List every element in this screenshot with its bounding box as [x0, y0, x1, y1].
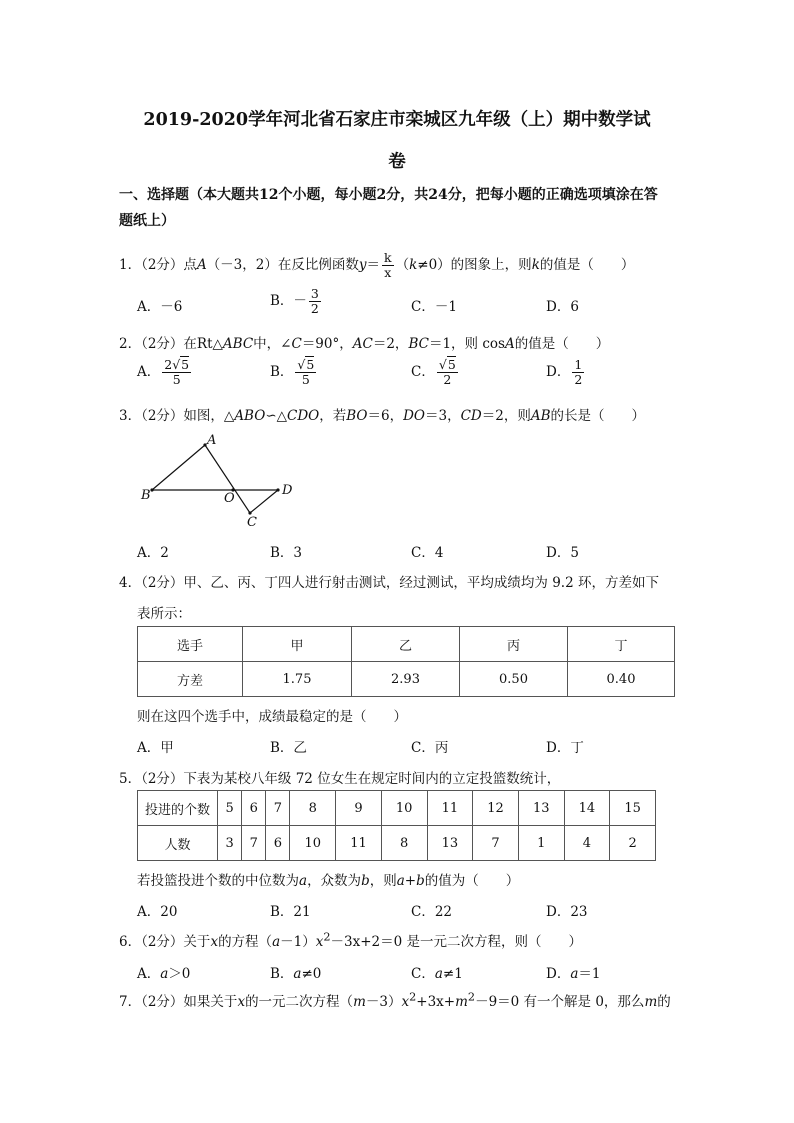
q6-option-a: A．a＞0 [137, 966, 191, 982]
table-row [138, 662, 675, 697]
variance-table [137, 626, 675, 697]
q3-option-a: A．2 [137, 545, 169, 561]
table-cell: 0.40 [568, 662, 675, 697]
section-heading [119, 182, 679, 234]
table-cell: 7 [266, 791, 290, 826]
page-title-line-2: 卷 [388, 152, 406, 172]
table-cell: 12 [473, 791, 519, 826]
section-heading-line-1: 一、选择题（本大题共12个小题，每小题2分，共24分，把每小题的正确选项填涂在答 [119, 187, 658, 203]
table-cell: 人数 [138, 826, 218, 861]
table-cell: 5 [218, 791, 242, 826]
q5-option-a: A．20 [137, 904, 178, 920]
table-cell: 3 [218, 826, 242, 861]
q4-option-c: C．丙 [411, 740, 449, 756]
table-cell: 1.75 [243, 662, 352, 697]
label-b: B [141, 488, 151, 503]
q3-option-b: B．3 [270, 545, 303, 561]
triangle-figure [135, 428, 305, 533]
table-cell: 8 [290, 791, 336, 826]
segment-cd [250, 490, 278, 513]
question-2: 2．（2分）在Rt△ABC中，∠C＝90°，AC＝2，BC＝1，则 cosA的值是（ ） [119, 336, 610, 352]
label-a: A [207, 433, 217, 448]
label-o: O [224, 491, 235, 506]
table-cell: 乙 [352, 627, 460, 662]
table-cell: 11 [427, 791, 473, 826]
table-cell: 投进的个数 [138, 791, 218, 826]
table-cell: 1 [518, 826, 564, 861]
fraction: $\frac{k}{x}$ [384, 250, 392, 280]
question-4-line-2: 表所示： [137, 606, 191, 622]
q3-option-d: D．5 [546, 545, 579, 561]
q2-option-d: D． $\frac{1}{2}$ [546, 357, 583, 387]
question-7: 7．（2分）如果关于x的一元二次方程$(m-3)x^2+3x+m^2-9=0$ 有一个解是 0，那么m的 [119, 990, 671, 1010]
table-cell: 7 [473, 826, 519, 861]
q1-option-c: C．－1 [411, 299, 457, 315]
question-4-line-1: 4．（2分）甲、乙、丙、丁四人进行射击测试，经过测试，平均成绩均为 9.2 环，方差如下 [119, 575, 659, 591]
table-cell: 14 [564, 791, 610, 826]
q1-option-b: B．－ $\frac{3}{2}$ [270, 286, 319, 316]
q4-option-b: B．乙 [270, 740, 307, 756]
table-cell: 6 [266, 826, 290, 861]
question-5-line-1: 5．（2分）下表为某校八年级 72 位女生在规定时间内的立定投篮数统计， [119, 771, 561, 787]
table-cell: 2 [610, 826, 656, 861]
table-cell: 15 [610, 791, 656, 826]
table-cell: 10 [381, 791, 427, 826]
q4-option-a: A．甲 [137, 740, 174, 756]
table-row [138, 791, 656, 826]
q1-option-a: A．－6 [137, 299, 183, 315]
table-cell: 13 [427, 826, 473, 861]
page-title-line-1: 2019-2020学年河北省石家庄市栾城区九年级（上）期中数学试 [143, 110, 651, 130]
table-cell: 方差 [138, 662, 243, 697]
table-row [138, 826, 656, 861]
q6-option-b: B．a≠0 [270, 966, 322, 982]
q6-option-c: C．a≠1 [411, 966, 463, 982]
table-row [138, 627, 675, 662]
basketball-table [137, 790, 656, 861]
q2-option-a: A． $\frac{2√5}{5}$ [137, 357, 190, 387]
table-cell: 丁 [568, 627, 675, 662]
q5-option-b: B．21 [270, 904, 311, 920]
table-cell: 甲 [243, 627, 352, 662]
table-cell: 10 [290, 826, 336, 861]
table-cell: 0.50 [460, 662, 568, 697]
table-cell: 11 [336, 826, 382, 861]
question-6: 6．（2分）关于x的方程$(a-1)x^2-3x+2=0$ 是一元二次方程，则（ ） [119, 930, 582, 950]
table-cell: 选手 [138, 627, 243, 662]
table-cell: 6 [242, 791, 266, 826]
segment-ab [152, 445, 205, 490]
table-cell: 8 [381, 826, 427, 861]
table-cell: 丙 [460, 627, 568, 662]
q2-option-c: C． $\frac{√5}{2}$ [411, 357, 456, 387]
q6-option-d: D．a＝1 [546, 966, 601, 982]
q1-option-d: D．6 [546, 299, 579, 315]
q2-option-b: B． $\frac{√5}{5}$ [270, 357, 315, 387]
q5-option-c: C．22 [411, 904, 453, 920]
table-cell: 9 [336, 791, 382, 826]
table-cell: 7 [242, 826, 266, 861]
question-4-after: 则在这四个选手中，成绩最稳定的是（ ） [137, 709, 407, 725]
table-cell: 4 [564, 826, 610, 861]
table-cell: 2.93 [352, 662, 460, 697]
table-cell: 13 [518, 791, 564, 826]
label-d: D [282, 483, 293, 498]
question-5-after: 若投篮投进个数的中位数为a，众数为b，则a+b的值为（ ） [137, 873, 520, 889]
q4-option-d: D．丁 [546, 740, 584, 756]
q5-option-d: D．23 [546, 904, 588, 920]
q3-option-c: C．4 [411, 545, 444, 561]
question-3: 3．（2分）如图，△ABO∽△CDO，若BO＝6，DO＝3，CD＝2，则AB的长是（ ） [119, 408, 646, 424]
question-1: 1．（2分）点A（－3，2）在反比例函数y＝ $\frac{k}{x}$ （k≠0）的图象上，则k的值是（ ） [119, 250, 635, 280]
label-c: C [247, 515, 257, 530]
section-heading-line-2: 题纸上） [119, 213, 175, 229]
